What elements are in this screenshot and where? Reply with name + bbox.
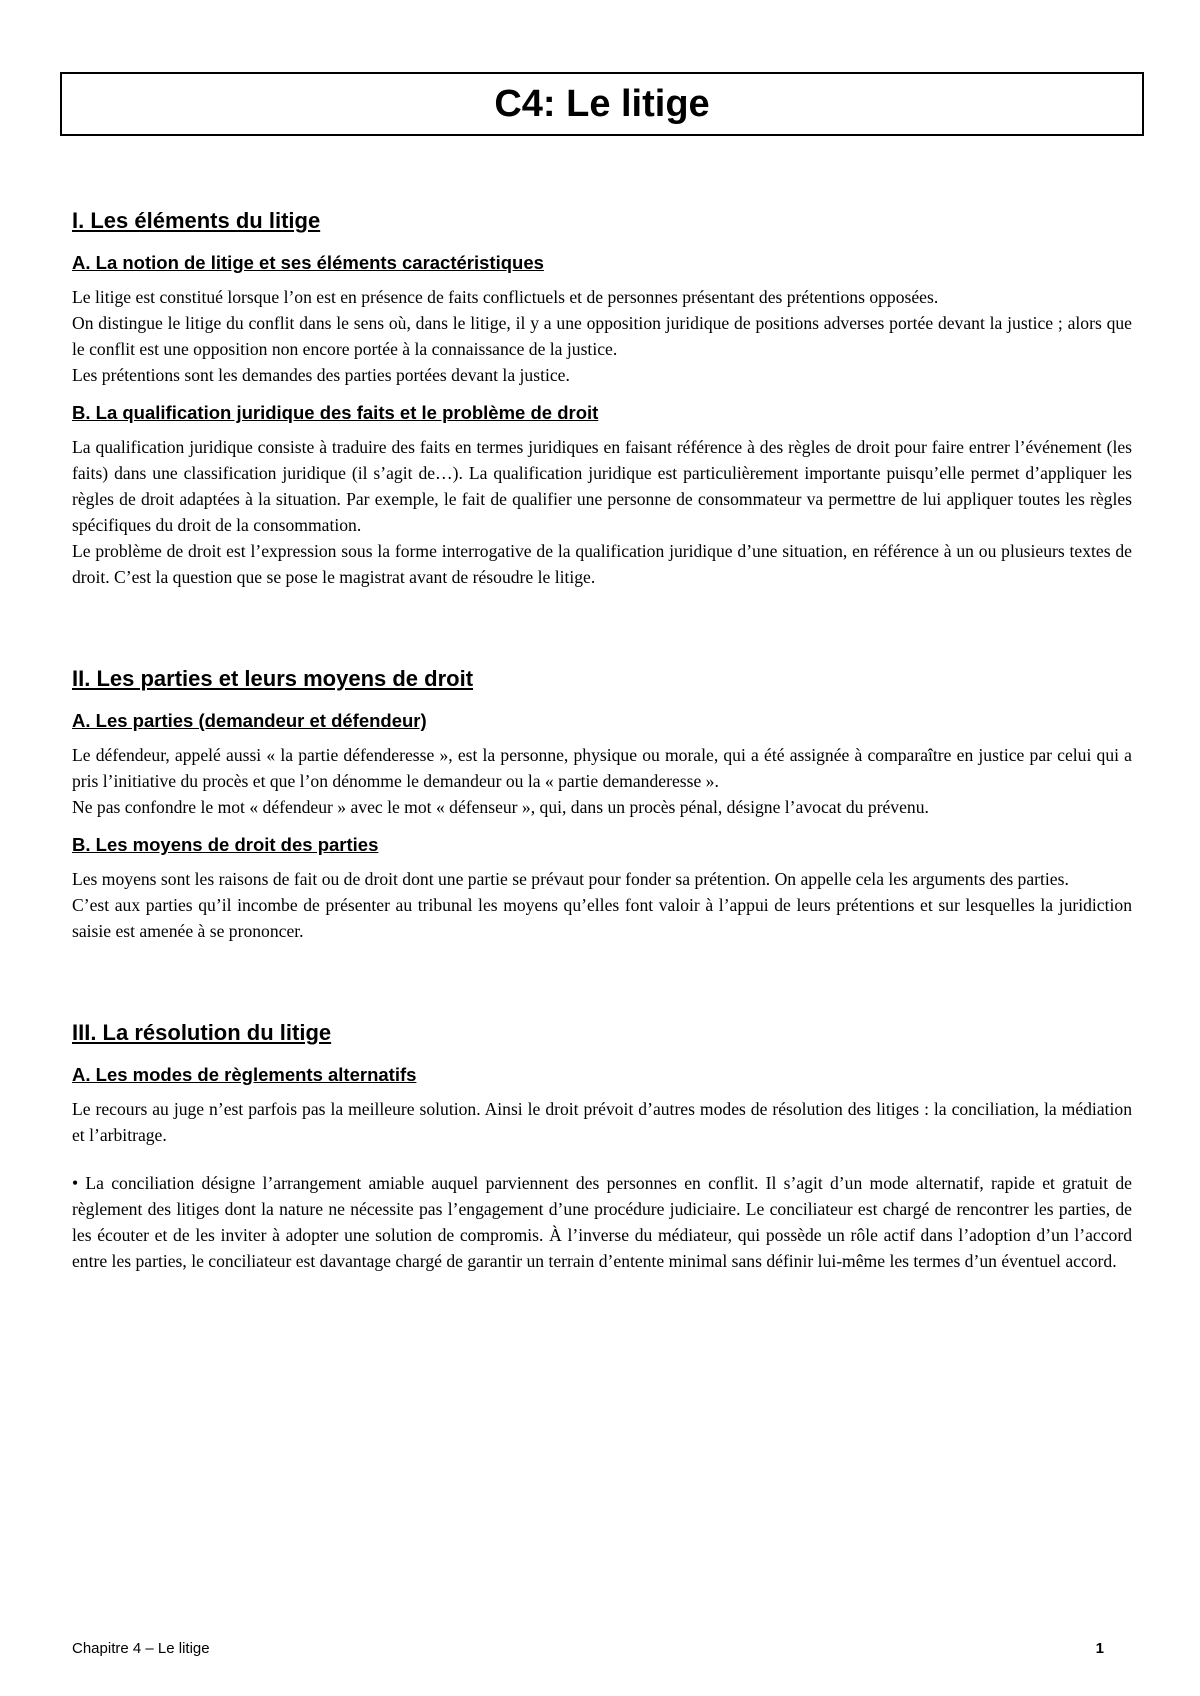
paragraph: Le défendeur, appelé aussi « la partie défenderesse », est la personne, physique ou morale, qui a été assignée à comparaître en justice par celui qui a pris l’initiative du procès et que l’on dénomme le demandeur ou la « partie demanderesse ». [72,745,1132,791]
bullet-paragraph: • La conciliation désigne l’arrangement amiable auquel parviennent des personnes en conflit. Il s’agit d’un mode alternatif, rapide et gratuit de règlement des litiges dont la nature ne nécessite pas l’engagement d’une procédure judiciaire. Le conciliateur est chargé de rencontrer les parties, de les écouter et de les inviter à adopter une solution de compromis. À l’inverse du médiateur, qui possède un rôle actif dans l’adoption d’un l’accord entre les parties, le conciliateur est davantage chargé de garantir un terrain d’entente minimal sans définir lui-même les termes d’un éventuel accord. [72,1173,1132,1271]
paragraph: Les moyens sont les raisons de fait ou de droit dont une partie se prévaut pour fonder sa prétention. On appelle cela les arguments des parties. [72,869,1069,889]
page-footer [72,1640,1104,1657]
section-heading: III. La résolution du litige [72,1020,332,1045]
subsection-heading: B. Les moyens de droit des parties [72,834,379,855]
paragraph: Les prétentions sont les demandes des parties portées devant la justice. [72,365,570,385]
section-3 [72,1018,1132,1274]
paragraph: Le recours au juge n’est parfois pas la meilleure solution. Ainsi le droit prévoit d’autres modes de résolution des litiges : la conciliation, la médiation et l’arbitrage. [72,1099,1132,1145]
subsection-heading: A. Les parties (demandeur et défendeur) [72,710,427,731]
page-title: C4: Le litige [494,82,710,125]
paragraph: Le problème de droit est l’expression sous la forme interrogative de la qualification juridique d’une situation, en référence à un ou plusieurs textes de droit. C’est la question que se pose le magistrat avant de résoudre le litige. [72,541,1132,587]
section-heading: I. Les éléments du litige [72,208,321,233]
section-heading: II. Les parties et leurs moyens de droit [72,666,474,691]
paragraph: C’est aux parties qu’il incombe de présenter au tribunal les moyens qu’elles font valoir à l’appui de leurs prétentions et sur lesquelles la juridiction saisie est amenée à se prononcer. [72,895,1132,941]
paragraph: Ne pas confondre le mot « défendeur » avec le mot « défenseur », qui, dans un procès pénal, désigne l’avocat du prévenu. [72,797,929,817]
paragraph: On distingue le litige du conflit dans le sens où, dans le litige, il y a une opposition juridique de positions adverses portée devant la justice ; alors que le conflit est une opposition non encore portée à la connaissance de la justice. [72,313,1132,359]
footer-chapter-label: Chapitre 4 – Le litige [72,1640,210,1657]
subsection-heading: A. Les modes de règlements alternatifs [72,1064,417,1085]
subsection-heading: B. La qualification juridique des faits et le problème de droit [72,402,599,423]
document-body [72,206,1132,1318]
paragraph-spacer [72,1148,1132,1170]
paragraph: La qualification juridique consiste à traduire des faits en termes juridiques en faisant référence à des règles de droit pour faire entrer l’événement (les faits) dans une classification juridique (il s’agit de…). La qualification juridique est particulièrement importante puisqu’elle permet d’appliquer les règles de droit adaptées à la situation. Par exemple, le fait de qualifier une personne de consommateur va permettre de lui appliquer toutes les règles spécifiques du droit de la consommation. [72,437,1132,535]
title-box [60,72,1144,136]
section-2 [72,664,1132,944]
subsection-heading: A. La notion de litige et ses éléments caractéristiques [72,252,544,273]
paragraph: Le litige est constitué lorsque l’on est en présence de faits conflictuels et de personnes présentant des prétentions opposées. [72,287,939,307]
page-number: 1 [1095,1640,1104,1657]
section-1 [72,206,1132,590]
